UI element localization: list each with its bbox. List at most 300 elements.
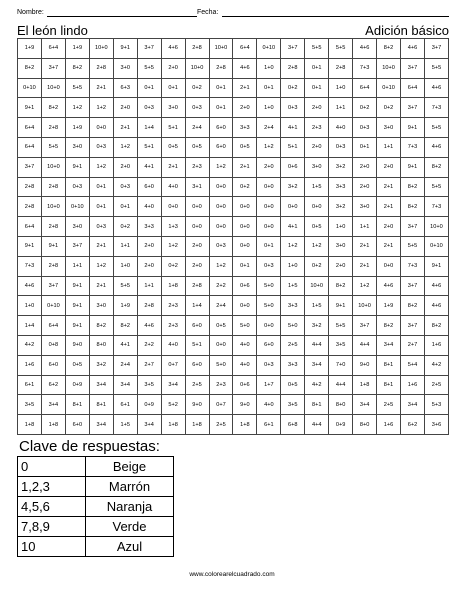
grid-cell[interactable]: 2+1	[233, 157, 257, 177]
grid-cell[interactable]: 4+1	[281, 217, 305, 237]
grid-cell[interactable]: 2+2	[137, 335, 161, 355]
grid-cell[interactable]: 10+0	[424, 217, 448, 237]
grid-cell[interactable]: 1+2	[89, 98, 113, 118]
grid-cell[interactable]: 0+1	[89, 197, 113, 217]
grid-cell[interactable]: 3+7	[41, 58, 65, 78]
grid-cell[interactable]: 0+0	[89, 118, 113, 138]
grid-cell[interactable]: 2+8	[18, 177, 42, 197]
grid-cell[interactable]: 2+3	[161, 296, 185, 316]
grid-cell[interactable]: 2+0	[377, 217, 401, 237]
grid-cell[interactable]: 5+5	[424, 177, 448, 197]
grid-cell[interactable]: 0+10	[18, 78, 42, 98]
grid-cell[interactable]: 1+1	[65, 256, 89, 276]
grid-cell[interactable]: 0+2	[353, 98, 377, 118]
grid-cell[interactable]: 1+6	[424, 335, 448, 355]
grid-cell[interactable]: 0+6	[281, 157, 305, 177]
grid-cell[interactable]: 4+0	[233, 355, 257, 375]
grid-cell[interactable]: 3+7	[401, 217, 425, 237]
grid-cell[interactable]: 5+0	[209, 355, 233, 375]
grid-cell[interactable]: 3+0	[65, 217, 89, 237]
grid-cell[interactable]: 7+3	[353, 58, 377, 78]
grid-cell[interactable]: 6+4	[353, 78, 377, 98]
grid-cell[interactable]: 3+7	[18, 157, 42, 177]
grid-cell[interactable]: 2+8	[329, 58, 353, 78]
grid-cell[interactable]: 5+5	[401, 236, 425, 256]
grid-cell[interactable]: 9+1	[65, 276, 89, 296]
grid-cell[interactable]: 5+1	[185, 335, 209, 355]
grid-cell[interactable]: 0+10	[424, 236, 448, 256]
grid-cell[interactable]: 4+4	[305, 415, 329, 435]
grid-cell[interactable]: 4+0	[329, 118, 353, 138]
grid-cell[interactable]: 0+9	[65, 375, 89, 395]
grid-cell[interactable]: 4+6	[137, 316, 161, 336]
grid-cell[interactable]: 1+1	[329, 98, 353, 118]
grid-cell[interactable]: 0+1	[161, 78, 185, 98]
grid-cell[interactable]: 0+1	[137, 78, 161, 98]
grid-cell[interactable]: 4+1	[137, 157, 161, 177]
grid-cell[interactable]: 3+5	[281, 395, 305, 415]
grid-cell[interactable]: 0+2	[305, 256, 329, 276]
grid-cell[interactable]: 2+8	[281, 58, 305, 78]
grid-cell[interactable]: 4+6	[401, 39, 425, 59]
grid-cell[interactable]: 5+0	[257, 296, 281, 316]
grid-cell[interactable]: 8+0	[353, 415, 377, 435]
grid-cell[interactable]: 5+3	[424, 395, 448, 415]
grid-cell[interactable]: 0+0	[305, 197, 329, 217]
grid-cell[interactable]: 2+5	[185, 375, 209, 395]
grid-cell[interactable]: 8+2	[89, 316, 113, 336]
grid-cell[interactable]: 1+1	[113, 236, 137, 256]
grid-cell[interactable]: 0+1	[257, 236, 281, 256]
grid-cell[interactable]: 0+0	[281, 197, 305, 217]
grid-cell[interactable]: 6+8	[281, 415, 305, 435]
grid-cell[interactable]: 3+7	[401, 276, 425, 296]
grid-cell[interactable]: 8+2	[401, 197, 425, 217]
grid-cell[interactable]: 10+0	[41, 157, 65, 177]
grid-cell[interactable]: 3+4	[113, 375, 137, 395]
grid-cell[interactable]: 5+5	[41, 137, 65, 157]
grid-cell[interactable]: 2+3	[209, 375, 233, 395]
grid-cell[interactable]: 0+0	[233, 217, 257, 237]
grid-cell[interactable]: 2+4	[113, 355, 137, 375]
grid-cell[interactable]: 1+7	[257, 375, 281, 395]
grid-cell[interactable]: 6+3	[113, 78, 137, 98]
grid-cell[interactable]: 3+7	[401, 98, 425, 118]
grid-cell[interactable]: 4+4	[305, 335, 329, 355]
grid-cell[interactable]: 1+0	[329, 217, 353, 237]
grid-cell[interactable]: 1+8	[353, 375, 377, 395]
grid-cell[interactable]: 2+8	[185, 276, 209, 296]
grid-cell[interactable]: 2+7	[401, 335, 425, 355]
grid-cell[interactable]: 0+0	[233, 197, 257, 217]
grid-cell[interactable]: 2+0	[161, 58, 185, 78]
grid-cell[interactable]: 0+3	[89, 137, 113, 157]
grid-cell[interactable]: 4+6	[424, 137, 448, 157]
grid-cell[interactable]: 5+5	[305, 39, 329, 59]
grid-cell[interactable]: 0+2	[113, 217, 137, 237]
grid-cell[interactable]: 10+0	[305, 276, 329, 296]
grid-cell[interactable]: 0+10	[65, 197, 89, 217]
grid-cell[interactable]: 0+10	[377, 78, 401, 98]
grid-cell[interactable]: 2+0	[353, 157, 377, 177]
grid-cell[interactable]: 2+0	[305, 137, 329, 157]
grid-cell[interactable]: 4+6	[424, 276, 448, 296]
grid-cell[interactable]: 5+5	[424, 58, 448, 78]
grid-cell[interactable]: 4+6	[424, 78, 448, 98]
grid-cell[interactable]: 5+5	[137, 58, 161, 78]
grid-cell[interactable]: 1+2	[89, 256, 113, 276]
grid-cell[interactable]: 2+1	[161, 157, 185, 177]
grid-cell[interactable]: 2+4	[185, 118, 209, 138]
grid-cell[interactable]: 6+0	[209, 137, 233, 157]
grid-cell[interactable]: 0+5	[161, 137, 185, 157]
grid-cell[interactable]: 3+0	[305, 157, 329, 177]
grid-cell[interactable]: 10+0	[353, 296, 377, 316]
grid-cell[interactable]: 9+1	[113, 39, 137, 59]
grid-cell[interactable]: 3+4	[89, 415, 113, 435]
grid-cell[interactable]: 2+3	[185, 157, 209, 177]
grid-cell[interactable]: 3+3	[329, 177, 353, 197]
grid-cell[interactable]: 6+0	[137, 177, 161, 197]
grid-cell[interactable]: 2+4	[257, 118, 281, 138]
grid-cell[interactable]: 0+5	[185, 137, 209, 157]
grid-cell[interactable]: 7+0	[329, 355, 353, 375]
grid-cell[interactable]: 0+5	[209, 316, 233, 336]
grid-cell[interactable]: 8+2	[377, 316, 401, 336]
grid-cell[interactable]: 4+0	[233, 335, 257, 355]
grid-cell[interactable]: 0+0	[257, 316, 281, 336]
grid-cell[interactable]: 0+0	[233, 236, 257, 256]
grid-cell[interactable]: 3+3	[233, 118, 257, 138]
grid-cell[interactable]: 1+0	[257, 98, 281, 118]
grid-cell[interactable]: 2+1	[377, 236, 401, 256]
grid-cell[interactable]: 0+3	[281, 98, 305, 118]
grid-cell[interactable]: 1+5	[281, 276, 305, 296]
grid-cell[interactable]: 3+7	[424, 39, 448, 59]
grid-cell[interactable]: 4+6	[377, 276, 401, 296]
grid-cell[interactable]: 0+3	[257, 256, 281, 276]
grid-cell[interactable]: 9+0	[353, 355, 377, 375]
grid-cell[interactable]: 7+3	[424, 98, 448, 118]
grid-cell[interactable]: 6+1	[257, 415, 281, 435]
grid-cell[interactable]: 0+1	[209, 98, 233, 118]
grid-cell[interactable]: 6+2	[401, 415, 425, 435]
grid-cell[interactable]: 9+1	[65, 157, 89, 177]
grid-cell[interactable]: 3+7	[401, 58, 425, 78]
grid-cell[interactable]: 0+3	[65, 177, 89, 197]
grid-cell[interactable]: 0+0	[257, 177, 281, 197]
grid-cell[interactable]: 1+3	[161, 217, 185, 237]
grid-cell[interactable]: 0+2	[233, 177, 257, 197]
grid-cell[interactable]: 3+1	[185, 177, 209, 197]
grid-cell[interactable]: 5+0	[281, 316, 305, 336]
grid-cell[interactable]: 9+1	[18, 236, 42, 256]
grid-cell[interactable]: 1+4	[137, 118, 161, 138]
grid-cell[interactable]: 1+0	[113, 256, 137, 276]
grid-cell[interactable]: 1+2	[305, 236, 329, 256]
grid-cell[interactable]: 1+2	[281, 236, 305, 256]
grid-cell[interactable]: 9+1	[329, 296, 353, 316]
grid-cell[interactable]: 1+9	[377, 296, 401, 316]
grid-cell[interactable]: 2+0	[137, 236, 161, 256]
grid-cell[interactable]: 1+6	[401, 375, 425, 395]
grid-cell[interactable]: 8+1	[305, 395, 329, 415]
grid-cell[interactable]: 1+0	[18, 296, 42, 316]
grid-cell[interactable]: 1+9	[65, 39, 89, 59]
grid-cell[interactable]: 3+7	[401, 316, 425, 336]
grid-cell[interactable]: 2+5	[209, 415, 233, 435]
grid-cell[interactable]: 4+6	[424, 296, 448, 316]
grid-cell[interactable]: 0+6	[233, 276, 257, 296]
grid-cell[interactable]: 6+0	[257, 335, 281, 355]
grid-cell[interactable]: 8+2	[424, 157, 448, 177]
grid-cell[interactable]: 4+6	[353, 39, 377, 59]
grid-cell[interactable]: 2+0	[185, 256, 209, 276]
grid-cell[interactable]: 3+3	[281, 355, 305, 375]
grid-cell[interactable]: 6+4	[41, 316, 65, 336]
grid-cell[interactable]: 0+1	[257, 78, 281, 98]
grid-cell[interactable]: 6+0	[65, 415, 89, 435]
grid-cell[interactable]: 3+4	[401, 395, 425, 415]
grid-cell[interactable]: 2+7	[137, 355, 161, 375]
grid-cell[interactable]: 1+5	[113, 415, 137, 435]
grid-cell[interactable]: 9+1	[18, 98, 42, 118]
grid-cell[interactable]: 2+0	[113, 157, 137, 177]
grid-cell[interactable]: 2+3	[305, 118, 329, 138]
grid-cell[interactable]: 1+1	[377, 137, 401, 157]
grid-cell[interactable]: 10+0	[209, 39, 233, 59]
grid-cell[interactable]: 0+3	[353, 118, 377, 138]
grid-cell[interactable]: 2+0	[137, 256, 161, 276]
grid-cell[interactable]: 3+3	[137, 217, 161, 237]
grid-cell[interactable]: 0+0	[377, 256, 401, 276]
grid-cell[interactable]: 4+1	[281, 118, 305, 138]
grid-cell[interactable]: 2+0	[305, 98, 329, 118]
grid-cell[interactable]: 1+0	[281, 256, 305, 276]
grid-cell[interactable]: 0+5	[281, 375, 305, 395]
grid-cell[interactable]: 0+2	[161, 256, 185, 276]
grid-cell[interactable]: 8+2	[41, 98, 65, 118]
grid-cell[interactable]: 3+2	[305, 316, 329, 336]
grid-cell[interactable]: 2+1	[353, 236, 377, 256]
grid-cell[interactable]: 1+1	[137, 276, 161, 296]
grid-cell[interactable]: 0+7	[209, 395, 233, 415]
grid-cell[interactable]: 3+2	[89, 355, 113, 375]
grid-cell[interactable]: 2+8	[18, 197, 42, 217]
grid-cell[interactable]: 0+1	[353, 137, 377, 157]
grid-cell[interactable]: 1+5	[305, 177, 329, 197]
grid-cell[interactable]: 0+3	[137, 98, 161, 118]
grid-cell[interactable]: 4+2	[424, 355, 448, 375]
grid-cell[interactable]: 8+2	[424, 316, 448, 336]
grid-cell[interactable]: 0+0	[209, 217, 233, 237]
grid-cell[interactable]: 7+3	[401, 256, 425, 276]
grid-cell[interactable]: 6+4	[18, 137, 42, 157]
grid-cell[interactable]: 5+5	[424, 118, 448, 138]
grid-cell[interactable]: 0+2	[281, 78, 305, 98]
grid-cell[interactable]: 0+2	[377, 98, 401, 118]
grid-cell[interactable]: 2+3	[161, 316, 185, 336]
grid-cell[interactable]: 0+3	[209, 236, 233, 256]
grid-cell[interactable]: 8+1	[89, 395, 113, 415]
grid-cell[interactable]: 1+0	[257, 58, 281, 78]
grid-cell[interactable]: 6+0	[185, 316, 209, 336]
grid-cell[interactable]: 1+6	[377, 415, 401, 435]
grid-cell[interactable]: 6+1	[113, 395, 137, 415]
grid-cell[interactable]: 3+4	[41, 395, 65, 415]
grid-cell[interactable]: 2+8	[209, 58, 233, 78]
grid-cell[interactable]: 2+1	[377, 197, 401, 217]
grid-cell[interactable]: 0+7	[161, 355, 185, 375]
grid-cell[interactable]: 3+2	[329, 157, 353, 177]
grid-cell[interactable]: 0+3	[113, 177, 137, 197]
grid-cell[interactable]: 1+9	[18, 39, 42, 59]
grid-cell[interactable]: 6+4	[18, 118, 42, 138]
grid-cell[interactable]: 5+1	[137, 137, 161, 157]
grid-cell[interactable]: 0+0	[257, 197, 281, 217]
grid-cell[interactable]: 2+2	[209, 276, 233, 296]
grid-cell[interactable]: 2+5	[377, 395, 401, 415]
grid-cell[interactable]: 9+1	[65, 296, 89, 316]
grid-cell[interactable]: 3+2	[329, 197, 353, 217]
grid-cell[interactable]: 3+0	[353, 197, 377, 217]
grid-cell[interactable]: 2+1	[89, 236, 113, 256]
grid-cell[interactable]: 8+1	[377, 355, 401, 375]
grid-cell[interactable]: 2+0	[113, 98, 137, 118]
grid-cell[interactable]: 5+5	[329, 39, 353, 59]
grid-cell[interactable]: 2+0	[329, 256, 353, 276]
grid-cell[interactable]: 0+10	[257, 39, 281, 59]
grid-cell[interactable]: 1+8	[233, 415, 257, 435]
grid-cell[interactable]: 0+0	[161, 197, 185, 217]
grid-cell[interactable]: 2+0	[377, 157, 401, 177]
grid-cell[interactable]: 10+0	[377, 58, 401, 78]
grid-cell[interactable]: 6+4	[401, 78, 425, 98]
grid-cell[interactable]: 3+3	[281, 296, 305, 316]
grid-cell[interactable]: 9+0	[233, 395, 257, 415]
grid-cell[interactable]: 2+1	[233, 78, 257, 98]
grid-cell[interactable]: 10+0	[41, 78, 65, 98]
grid-cell[interactable]: 4+2	[305, 375, 329, 395]
grid-cell[interactable]: 6+0	[209, 118, 233, 138]
grid-cell[interactable]: 4+4	[353, 335, 377, 355]
grid-cell[interactable]: 2+8	[41, 177, 65, 197]
grid-cell[interactable]: 2+1	[353, 256, 377, 276]
grid-cell[interactable]: 6+4	[233, 39, 257, 59]
grid-cell[interactable]: 0+0	[209, 197, 233, 217]
grid-cell[interactable]: 10+0	[41, 197, 65, 217]
grid-cell[interactable]: 2+5	[424, 375, 448, 395]
grid-cell[interactable]: 4+6	[18, 276, 42, 296]
grid-cell[interactable]: 0+5	[305, 217, 329, 237]
grid-cell[interactable]: 3+6	[424, 415, 448, 435]
grid-cell[interactable]: 7+3	[424, 197, 448, 217]
grid-cell[interactable]: 7+3	[18, 256, 42, 276]
grid-cell[interactable]: 0+10	[41, 296, 65, 316]
grid-cell[interactable]: 4+6	[161, 39, 185, 59]
grid-cell[interactable]: 2+4	[209, 296, 233, 316]
grid-cell[interactable]: 10+0	[185, 58, 209, 78]
grid-cell[interactable]: 1+2	[209, 157, 233, 177]
grid-cell[interactable]: 2+8	[137, 296, 161, 316]
grid-cell[interactable]: 0+1	[89, 177, 113, 197]
grid-cell[interactable]: 1+2	[257, 137, 281, 157]
grid-cell[interactable]: 8+2	[65, 58, 89, 78]
grid-cell[interactable]: 6+0	[185, 355, 209, 375]
grid-cell[interactable]: 3+4	[89, 375, 113, 395]
grid-cell[interactable]: 3+4	[305, 355, 329, 375]
grid-cell[interactable]: 1+8	[18, 415, 42, 435]
grid-cell[interactable]: 8+2	[113, 316, 137, 336]
grid-cell[interactable]: 3+4	[377, 335, 401, 355]
grid-cell[interactable]: 3+7	[65, 236, 89, 256]
grid-cell[interactable]: 1+8	[41, 415, 65, 435]
grid-cell[interactable]: 4+0	[161, 335, 185, 355]
grid-cell[interactable]: 9+1	[424, 256, 448, 276]
grid-cell[interactable]: 0+0	[185, 197, 209, 217]
grid-cell[interactable]: 9+1	[401, 157, 425, 177]
grid-cell[interactable]: 9+1	[65, 316, 89, 336]
grid-cell[interactable]: 8+1	[377, 375, 401, 395]
grid-cell[interactable]: 2+1	[113, 118, 137, 138]
grid-cell[interactable]: 1+4	[185, 296, 209, 316]
grid-cell[interactable]: 1+8	[161, 276, 185, 296]
grid-cell[interactable]: 3+4	[161, 375, 185, 395]
grid-cell[interactable]: 0+8	[41, 335, 65, 355]
grid-cell[interactable]: 10+0	[89, 39, 113, 59]
grid-cell[interactable]: 8+2	[401, 177, 425, 197]
grid-cell[interactable]: 2+0	[185, 236, 209, 256]
grid-cell[interactable]: 3+0	[113, 58, 137, 78]
grid-cell[interactable]: 0+9	[329, 415, 353, 435]
grid-cell[interactable]: 4+0	[257, 395, 281, 415]
grid-cell[interactable]: 0+1	[113, 197, 137, 217]
grid-cell[interactable]: 7+3	[401, 137, 425, 157]
grid-cell[interactable]: 3+7	[137, 39, 161, 59]
grid-cell[interactable]: 1+1	[353, 217, 377, 237]
grid-cell[interactable]: 6+4	[41, 39, 65, 59]
grid-cell[interactable]: 3+7	[41, 276, 65, 296]
grid-cell[interactable]: 0+0	[185, 217, 209, 237]
grid-cell[interactable]: 8+0	[329, 395, 353, 415]
grid-cell[interactable]: 0+0	[233, 296, 257, 316]
grid-cell[interactable]: 1+6	[18, 355, 42, 375]
grid-cell[interactable]: 4+4	[329, 375, 353, 395]
grid-cell[interactable]: 9+1	[41, 236, 65, 256]
grid-cell[interactable]: 0+9	[137, 395, 161, 415]
grid-cell[interactable]: 3+0	[89, 296, 113, 316]
grid-cell[interactable]: 1+9	[65, 118, 89, 138]
grid-cell[interactable]: 0+3	[257, 355, 281, 375]
grid-cell[interactable]: 1+2	[65, 98, 89, 118]
grid-cell[interactable]: 1+2	[113, 137, 137, 157]
grid-cell[interactable]: 0+1	[305, 78, 329, 98]
grid-cell[interactable]: 8+2	[377, 39, 401, 59]
grid-cell[interactable]: 1+4	[18, 316, 42, 336]
grid-cell[interactable]: 6+4	[18, 217, 42, 237]
grid-cell[interactable]: 3+0	[329, 236, 353, 256]
grid-cell[interactable]: 3+4	[137, 415, 161, 435]
grid-cell[interactable]: 0+0	[257, 217, 281, 237]
grid-cell[interactable]: 8+0	[89, 335, 113, 355]
grid-cell[interactable]: 3+5	[137, 375, 161, 395]
grid-cell[interactable]: 9+1	[401, 118, 425, 138]
grid-cell[interactable]: 0+2	[185, 78, 209, 98]
grid-cell[interactable]: 1+2	[353, 276, 377, 296]
grid-cell[interactable]: 0+5	[233, 137, 257, 157]
grid-cell[interactable]: 1+8	[185, 415, 209, 435]
grid-cell[interactable]: 1+5	[305, 296, 329, 316]
